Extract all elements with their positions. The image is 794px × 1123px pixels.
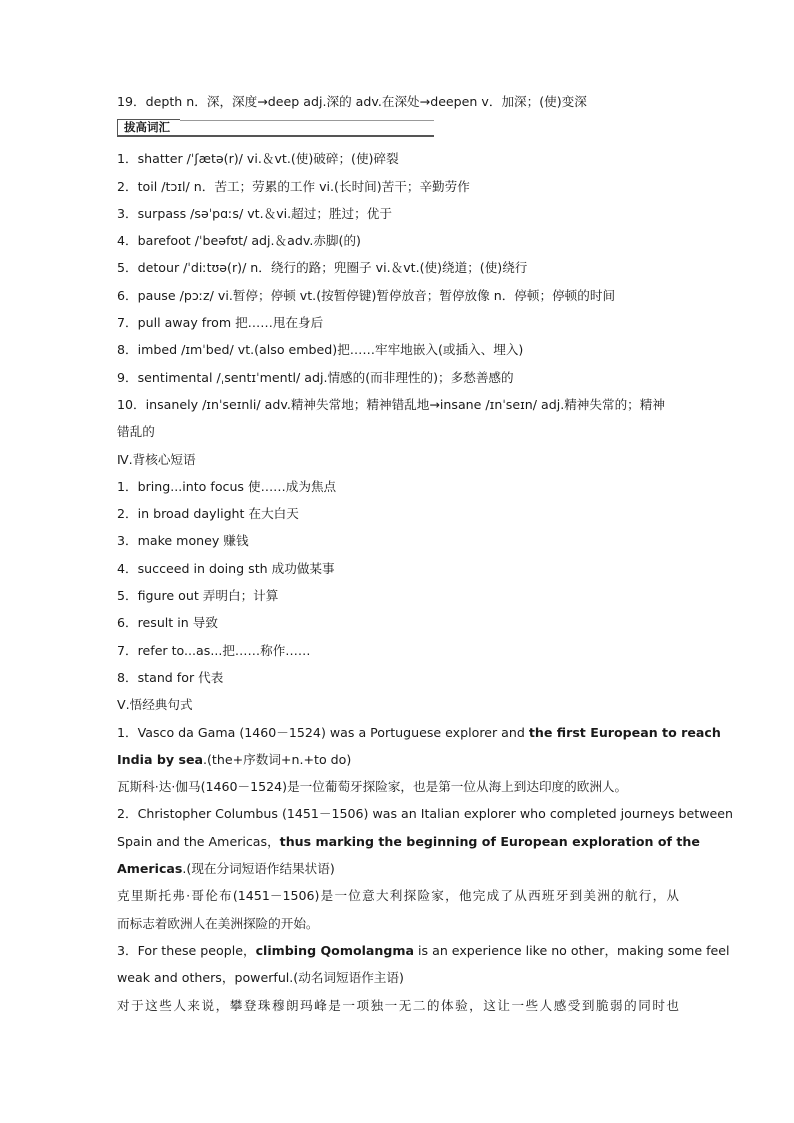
sentence-key-structure: thus marking the beginning of European exploration of the [279,833,700,849]
advanced-vocab-item: 6．pause /pɔːz/ vi.暂停；停顿 vt.(按暂停键)暂停放音；暂停放像 n．停顿；停顿的时间 [117,287,616,303]
advanced-vocab-item: 7．pull away from 把……甩在身后 [117,315,324,331]
phrase-item: 4．succeed in doing sth 成功做某事 [117,560,335,576]
sentence-2-translation-2: 而标志着欧洲人在美洲探险的开始。 [117,915,319,931]
phrase-item: 8．stand for 代表 [117,669,224,685]
phrase-item: 5．figure out 弄明白；计算 [117,588,279,604]
phrase-item: 3．make money 赚钱 [117,533,249,549]
sentence-key-structure: climbing Qomolangma [255,942,415,958]
advanced-vocab-item: 8．imbed /ɪmˈbed/ vt.(also embed)把……牢牢地嵌入(或插入、埋入) [117,342,524,358]
sentence-3-translation: 对于这些人来说，攀登珠穆朗玛峰是一项独一无二的体验，这让一些人感受到脆弱的同时也 [117,997,679,1013]
advanced-vocab-item: 2．toil /tɔɪl/ n．苦工；劳累的工作 vi.(长时间)苦干；辛勤劳作 [117,178,470,194]
sentence-1-line-1 [117,719,721,746]
document-page [117,88,733,1019]
sentence-text: is an experience like no other，making some feel [414,942,730,958]
sentence-key-structure: the first European to reach [528,724,721,740]
sentence-1-line-2 [117,746,679,773]
sentence-3-line-1 [117,937,730,964]
section-box-advanced-vocab [117,118,679,140]
sentence-2-line-1: 2．Christopher Columbus (1451－1506) was an Italian explorer who completed journeys between [117,806,733,822]
sentence-1-translation: 瓦斯科·达·伽马(1460－1524)是一位葡萄牙探险家，也是第一位从海上到达印度的欧洲人。 [117,779,628,795]
phrases-heading: Ⅳ.背核心短语 [117,451,196,467]
advanced-vocab-item-10-line2: 错乱的 [117,424,155,440]
sentence-2-translation-1: 克里斯托弗·哥伦布(1451－1506)是一位意大利探险家，他完成了从西班牙到美洲的航行，从 [117,888,679,904]
sentence-3-line-2: weak and others，powerful.(动名词短语作主语) [117,970,404,986]
sentence-grammar-note: .(现在分词短语作结果状语) [182,861,335,877]
advanced-vocab-item-10-line1: 10．insanely /ɪnˈseɪnli/ adv.精神失常地；精神错乱地→insane /ɪnˈseɪn/ adj.精神失常的；精神 [117,396,665,412]
sentence-2-line-2 [117,828,700,855]
sentence-key-structure: Americas [117,861,183,877]
sentence-key-structure: India by sea [117,751,204,767]
phrase-item: 6．result in 导致 [117,615,218,631]
phrase-item: 1．bring...into focus 使……成为焦点 [117,478,337,494]
advanced-vocab-item: 9．sentimental /ˌsentɪˈmentl/ adj.情感的(而非理性的)；多愁善感的 [117,369,514,385]
sentence-text: 3．For these people， [117,942,256,958]
advanced-vocab-item: 3．surpass /səˈpɑːs/ vt.＆vi.超过；胜过；优于 [117,205,392,221]
advanced-vocab-item: 4．barefoot /ˈbeəfʊt/ adj.＆adv.赤脚(的) [117,233,361,249]
advanced-vocab-item: 1．shatter /ˈʃætə(r)/ vi.＆vt.(使)破碎；(使)碎裂 [117,151,399,167]
sentence-grammar-note: .(the+序数词+n.+to do) [203,751,352,767]
section-box-label: 拔高词汇 [117,119,180,136]
phrase-item: 7．refer to...as...把……称作…… [117,642,311,658]
sentence-2-line-3 [117,855,679,882]
sentences-heading: Ⅴ.悟经典句式 [117,697,193,713]
sentence-text: Spain and the Americas， [117,833,280,849]
sentence-text: 1．Vasco da Gama (1460－1524) was a Portuguese explorer and [117,724,529,740]
advanced-vocab-item: 5．detour /ˈdiːtʊə(r)/ n．绕行的路；兜圈子 vi.＆vt.(使)绕道；(使)绕行 [117,260,528,276]
vocab-line-19: 19．depth n．深，深度→deep adj.深的 adv.在深处→deepen v．加深；(使)变深 [117,94,587,109]
phrase-item: 2．in broad daylight 在大白天 [117,506,299,522]
